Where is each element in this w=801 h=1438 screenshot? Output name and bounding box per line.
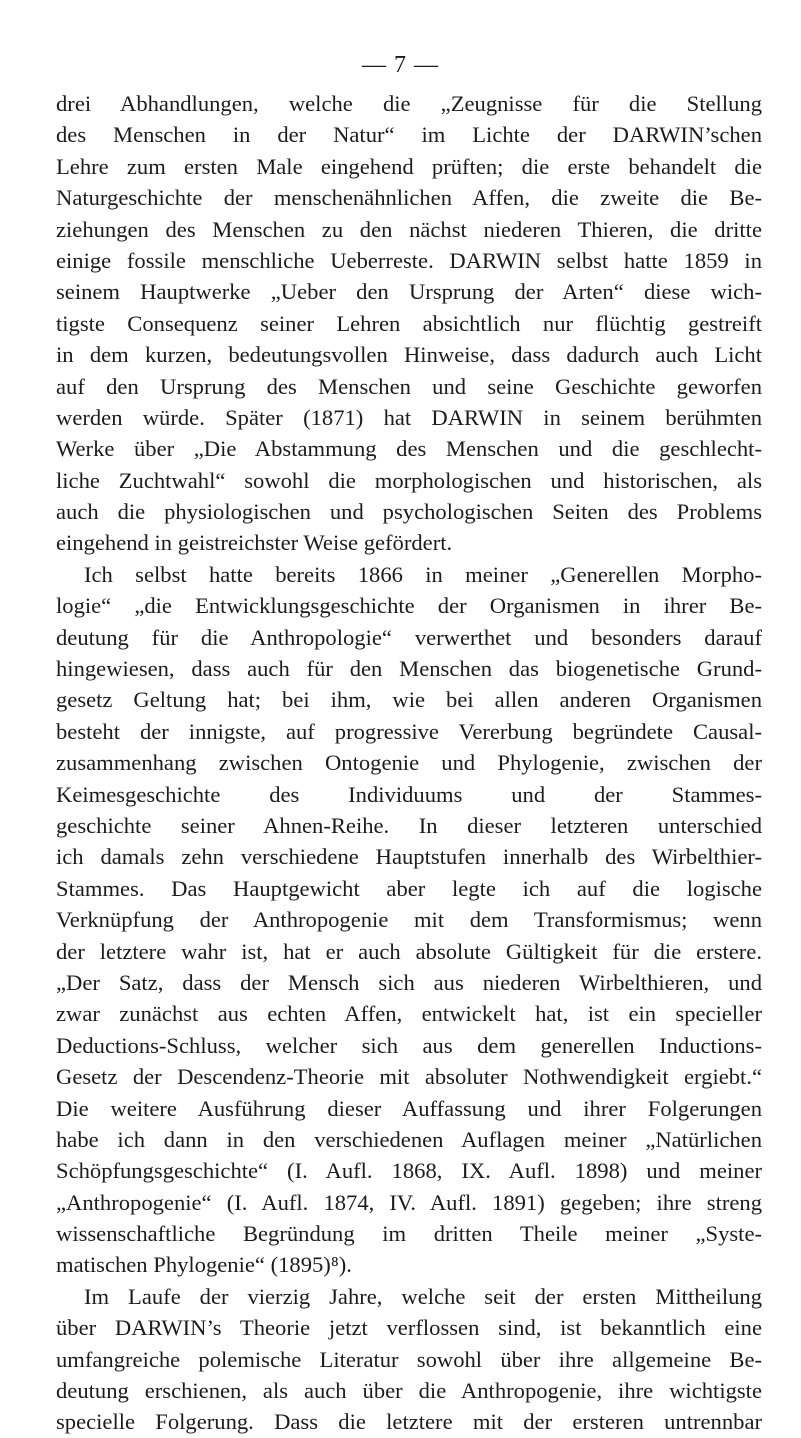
text-line: Stammes. Das Hauptgewicht aber legte ich auf die logische	[56, 875, 762, 901]
text-line: deutung erschienen, als auch über die Anthropogenie, ihre wichtigste	[56, 1378, 762, 1404]
text-line: in dem kurzen, bedeutungsvollen Hinweise, dass dadurch auch Licht	[56, 342, 762, 368]
text-line: ich damals zehn verschiedene Hauptstufen innerhalb des Wirbelthier-	[56, 844, 762, 870]
text-line: einige fossile menschliche Ueberreste. DARWIN selbst hatte 1859 in	[56, 247, 762, 273]
paragraph-end-line: matischen Phylogenie“ (1895)⁸).	[56, 1252, 352, 1278]
text-line: Schöpfungsgeschichte“ (I. Aufl. 1868, IX. Aufl. 1898) und meiner	[56, 1158, 762, 1184]
text-line: hingewiesen, dass auch für den Menschen das biogenetische Grund-	[56, 656, 762, 682]
text-line: geschichte seiner Ahnen-Reihe. In dieser letzteren unterschied	[56, 812, 762, 838]
text-line: liche Zuchtwahl“ sowohl die morphologischen und historischen, als	[56, 467, 762, 493]
text-line: des Menschen in der Natur“ im Lichte der DARWIN’schen	[56, 122, 762, 148]
text-line: ziehungen des Menschen zu den nächst niederen Thieren, die dritte	[56, 216, 762, 242]
paragraph-end-line: eingehend in geistreichster Weise gefördert.	[56, 530, 453, 556]
text-line: umfangreiche polemische Literatur sowohl über ihre allgemeine Be-	[56, 1346, 762, 1372]
text-line: gesetz Geltung hat; bei ihm, wie bei allen anderen Organismen	[56, 687, 762, 713]
text-line: logie“ „die Entwicklungsgeschichte der Organismen in ihrer Be-	[56, 593, 762, 619]
text-line: Deductions-Schluss, welcher sich aus dem generellen Inductions-	[56, 1032, 762, 1058]
text-line: habe ich dann in den verschiedenen Auflagen meiner „Natürlichen	[56, 1126, 762, 1152]
text-line: „Anthropogenie“ (I. Aufl. 1874, IV. Aufl. 1891) gegeben; ihre streng	[56, 1189, 762, 1215]
text-line: werden würde. Später (1871) hat DARWIN in seinem berühmten	[56, 404, 762, 430]
text-line: zwar zunächst aus echten Affen, entwickelt hat, ist ein specieller	[56, 1001, 762, 1027]
body-text	[56, 88, 762, 1438]
text-line: Verknüpfung der Anthropogenie mit dem Transformismus; wenn	[56, 907, 762, 933]
text-line: tigste Consequenz seiner Lehren absichtlich nur flüchtig gestreift	[56, 310, 762, 336]
text-line: auf den Ursprung des Menschen und seine Geschichte geworfen	[56, 373, 762, 399]
text-line: seinem Hauptwerke „Ueber den Ursprung der Arten“ diese wich-	[56, 279, 762, 305]
text-line: drei Abhandlungen, welche die „Zeugnisse für die Stellung	[56, 91, 762, 116]
text-line: besteht der innigste, auf progressive Vererbung begründete Causal-	[56, 718, 762, 744]
text-line: auch die physiologischen und psychologischen Seiten des Problems	[56, 499, 762, 525]
text-line: specielle Folgerung. Dass die letztere mit der ersteren untrennbar	[56, 1409, 762, 1435]
paragraph-start-line: Ich selbst hatte bereits 1866 in meiner „Generellen Morpho-	[84, 561, 762, 587]
text-line: deutung für die Anthropologie“ verwerthet und besonders darauf	[56, 624, 762, 650]
text-line: Die weitere Ausführung dieser Auffassung und ihrer Folgerungen	[56, 1095, 762, 1121]
paragraph-start-line: Im Laufe der vierzig Jahre, welche seit der ersten Mittheilung	[84, 1283, 762, 1309]
page-number: — 7 —	[362, 52, 439, 78]
text-line: zusammenhang zwischen Ontogenie und Phylogenie, zwischen der	[56, 750, 762, 776]
text-line: wissenschaftliche Begründung im dritten Theile meiner „Syste-	[56, 1221, 762, 1247]
text-line: Keimesgeschichte des Individuums und der Stammes-	[56, 781, 762, 807]
text-line: Gesetz der Descendenz-Theorie mit absoluter Nothwendigkeit ergiebt.“	[56, 1064, 762, 1090]
text-line: Lehre zum ersten Male eingehend prüften; die erste behandelt die	[56, 153, 762, 179]
text-line: Werke über „Die Abstammung des Menschen und die geschlecht-	[56, 436, 762, 462]
text-line: „Der Satz, dass der Mensch sich aus niederen Wirbelthieren, und	[56, 969, 762, 995]
text-line: Naturgeschichte der menschenähnlichen Affen, die zweite die Be-	[56, 185, 762, 211]
text-line: der letztere wahr ist, hat er auch absolute Gültigkeit für die erstere.	[56, 938, 762, 964]
text-line: über DARWIN’s Theorie jetzt verflossen sind, ist bekanntlich eine	[56, 1315, 762, 1341]
